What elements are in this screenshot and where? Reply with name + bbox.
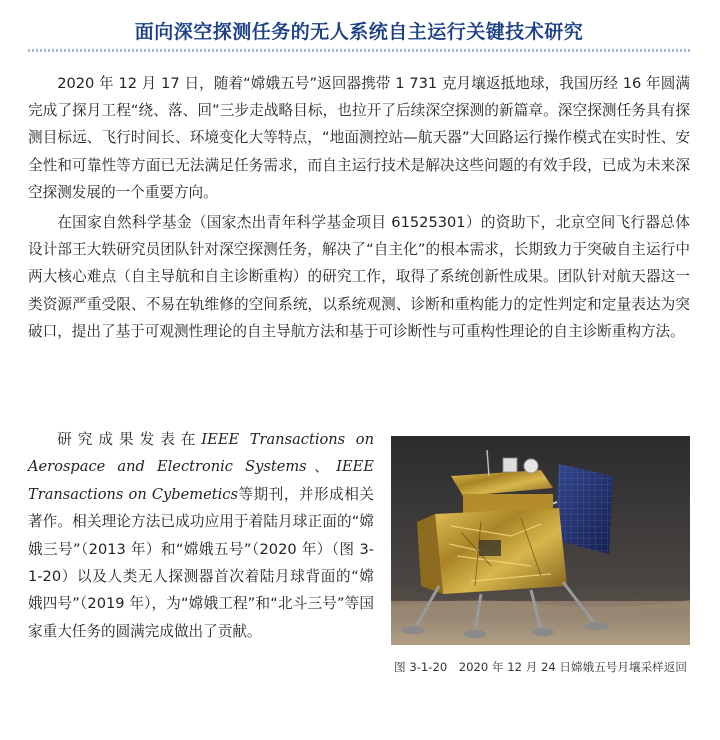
paragraph-2: 在国家自然科学基金（国家杰出青年科学基金项目 61525301）的资助下，北京空间飞行器总体设计部王大轶研究员团队针对深空探测任务，解决了“自主化”的根本需求，长期致力于突破自主运行中两大核心难点（自主导航和自主诊断重构）的研究工作，取得了系统创新性成果。团队针对航天器这一类资源严重受限、不易在轨维修的空间系统，以系统观测、诊断和重构能力的定性判定和定量表达为突破口，提出了基于可观测性理论的自主导航方法和基于可诊断性与可重构性理论的自主诊断重构方法。 xyxy=(28,214,690,340)
paragraph-1: 2020 年 12 月 17 日，随着“嫦娥五号”返回器携带 1 731 克月壤返抵地球，我国历经 16 年圆满完成了探月工程“绕、落、回”三步走战略目标，也拉开了后续深空探测的新篇章。深空探测任务具有探测目标远、飞行时间长、环境变化大等特点，“地面测控站—航天器”大回路运行操作模式在实时性、安全性和可靠性等方面已无法满足任务需求，而自主运行技术是解决这些问题的有效手段，已成为未来深空探测发展的一个重要方向。 xyxy=(28,75,690,201)
lander-photo xyxy=(391,436,690,645)
paragraph-3-intro: 研究成果发表在 xyxy=(57,431,202,448)
article-body xyxy=(28,70,690,345)
journal-name-1: IEEE Transactions on Aerospace and Electronic Systems xyxy=(28,431,374,476)
title-divider xyxy=(28,49,690,52)
article-title: 面向深空探测任务的无人系统自主运行关键技术研究 xyxy=(134,21,584,43)
journal-separator: 、 xyxy=(306,458,337,476)
paragraph-3 xyxy=(28,426,374,645)
text-figure-section xyxy=(28,426,690,726)
figure-3-1-20 xyxy=(391,436,690,675)
title-bar xyxy=(28,14,690,52)
figure-caption: 图 3-1-20 2020 年 12 月 24 日嫦娥五号月壤采样返回 xyxy=(394,660,687,674)
journal-name-2: IEEE Transactions on Cybemetics xyxy=(28,458,374,503)
paragraph-3-rest: 等期刊，并形成相关著作。相关理论方法已成功应用于着陆月球正面的“嫦娥三号”（2013 年）和“嫦娥五号”（2020 年）（图 3-1-20）以及人类无人探测器首次着陆月球背面的“嫦娥四号”（2019 年），为“嫦娥工程”和“北斗三号”等国家重大任务的圆满完成做出了贡献。 xyxy=(28,485,374,640)
